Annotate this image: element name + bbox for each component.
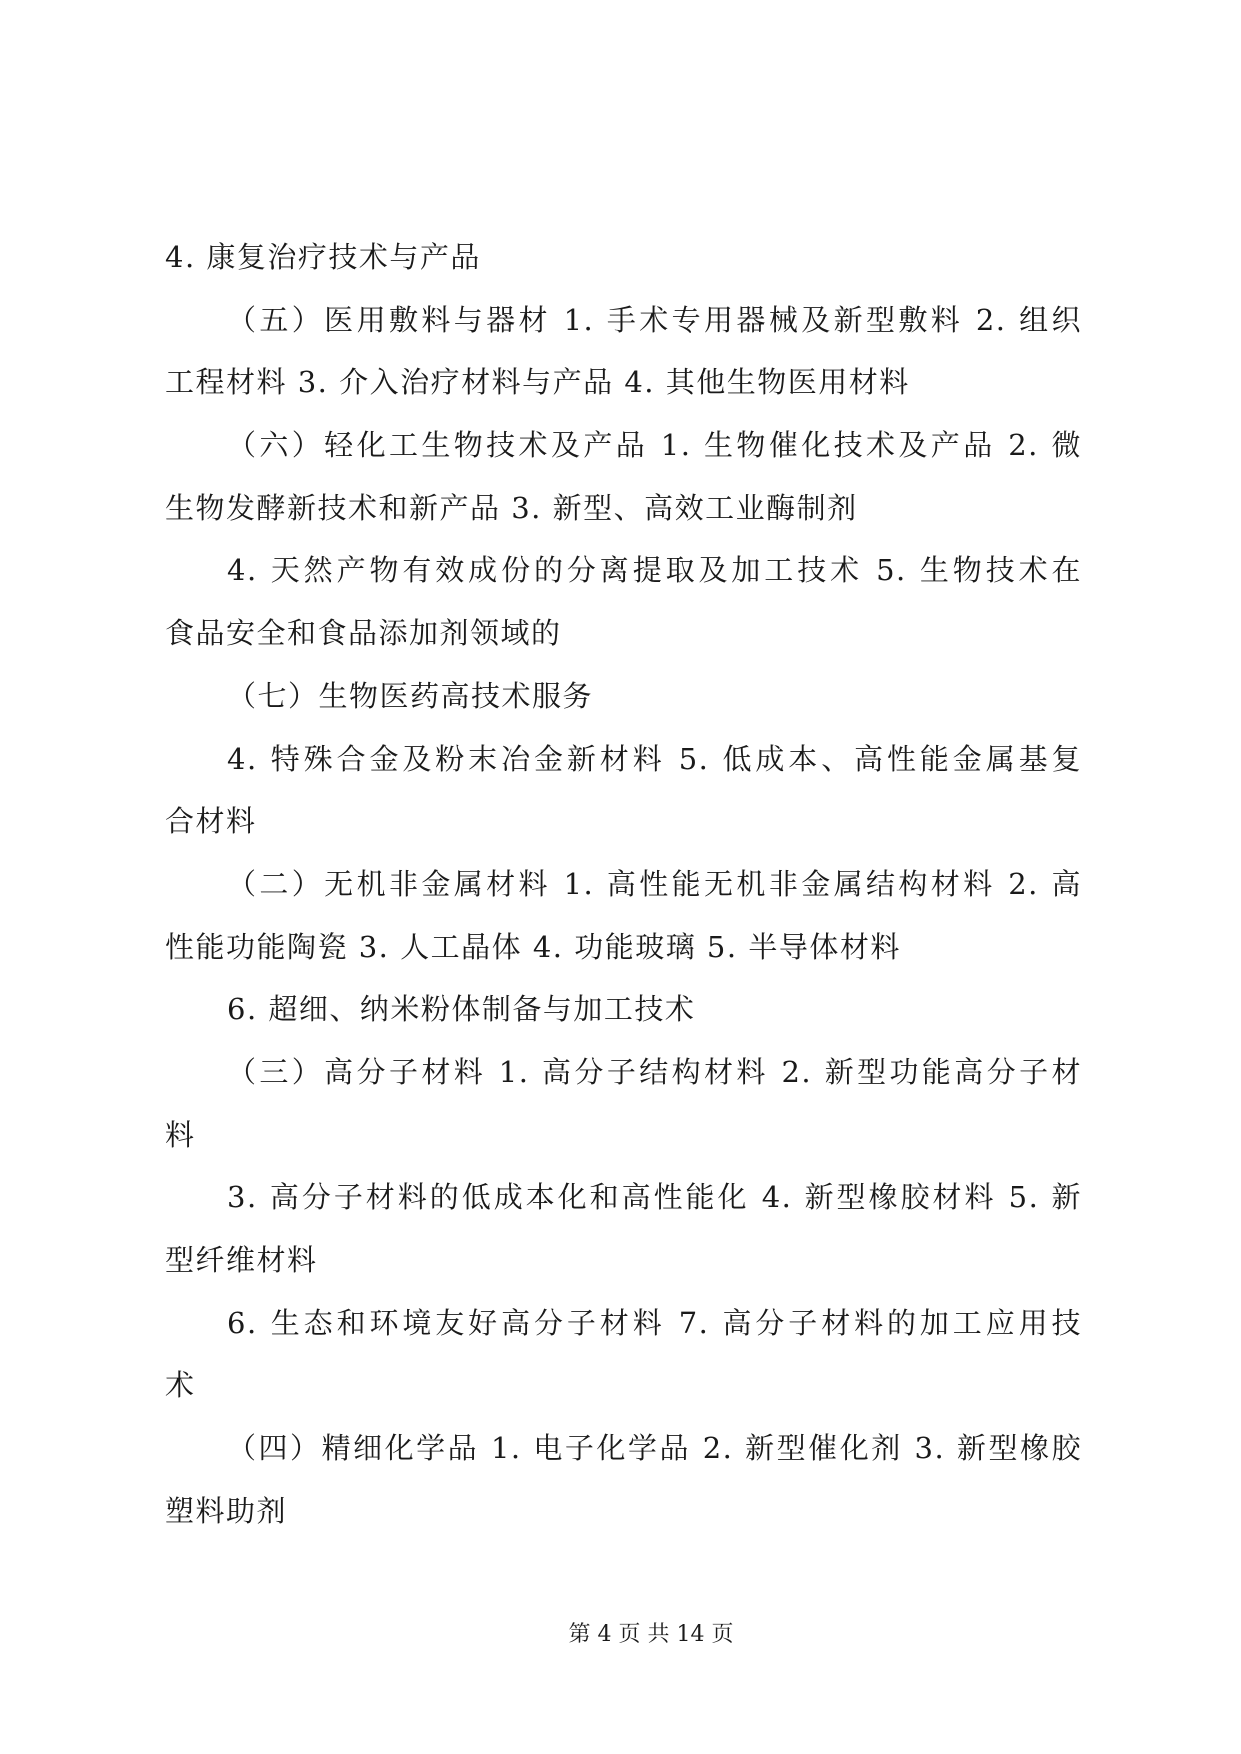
text-line: 食品安全和食品添加剂领域的 bbox=[165, 616, 562, 651]
text-line: 4. 天然产物有效成份的分离提取及加工技术 5. 生物技术在 bbox=[227, 553, 1082, 588]
text-line: 4. 康复治疗技术与产品 bbox=[165, 240, 481, 274]
paragraph bbox=[165, 289, 1082, 414]
text-line: 术 bbox=[165, 1368, 196, 1403]
paragraph bbox=[165, 1417, 1082, 1542]
paragraph bbox=[165, 539, 1082, 664]
text-line: （六）轻化工生物技术及产品 1. 生物催化技术及产品 2. 微 bbox=[227, 428, 1082, 463]
page-footer bbox=[540, 1620, 762, 1650]
paragraph bbox=[165, 1041, 1082, 1166]
page-number: 第 4 页 共 14 页 bbox=[568, 1622, 734, 1647]
paragraph bbox=[165, 226, 1082, 289]
text-line: 性能功能陶瓷 3. 人工晶体 4. 功能玻璃 5. 半导体材料 bbox=[165, 929, 901, 964]
paragraph bbox=[165, 665, 1082, 728]
text-line: （七）生物医药高技术服务 bbox=[227, 678, 594, 713]
paragraph bbox=[165, 1292, 1082, 1417]
text-line: （四）精细化学品 1. 电子化学品 2. 新型催化剂 3. 新型橡胶 bbox=[227, 1431, 1082, 1466]
text-line: 6. 生态和环境友好高分子材料 7. 高分子材料的加工应用技 bbox=[227, 1305, 1082, 1340]
paragraph bbox=[165, 978, 1082, 1041]
text-line: （五）医用敷料与器材 1. 手术专用器械及新型敷料 2. 组织 bbox=[227, 302, 1082, 337]
text-line: 生物发酵新技术和新产品 3. 新型、高效工业酶制剂 bbox=[165, 490, 858, 525]
text-line: 型纤维材料 bbox=[165, 1243, 318, 1277]
paragraph bbox=[165, 1166, 1082, 1291]
text-line: 3. 高分子材料的低成本化和高性能化 4. 新型橡胶材料 5. 新 bbox=[227, 1180, 1082, 1215]
text-line: 4. 特殊合金及粉末冶金新材料 5. 低成本、高性能金属基复 bbox=[227, 741, 1082, 776]
paragraph bbox=[165, 853, 1082, 978]
text-line: （二）无机非金属材料 1. 高性能无机非金属结构材料 2. 高 bbox=[227, 866, 1082, 901]
paragraph bbox=[165, 414, 1082, 539]
text-line: 塑料助剂 bbox=[165, 1493, 288, 1528]
paragraph bbox=[165, 728, 1082, 853]
text-line: （三）高分子材料 1. 高分子结构材料 2. 新型功能高分子材 bbox=[227, 1054, 1082, 1089]
text-line: 合材料 bbox=[165, 804, 257, 839]
text-line: 料 bbox=[165, 1117, 196, 1152]
body-text bbox=[165, 226, 1082, 1542]
text-line: 工程材料 3. 介入治疗材料与产品 4. 其他生物医用材料 bbox=[165, 365, 910, 400]
text-line: 6. 超细、纳米粉体制备与加工技术 bbox=[227, 992, 696, 1027]
